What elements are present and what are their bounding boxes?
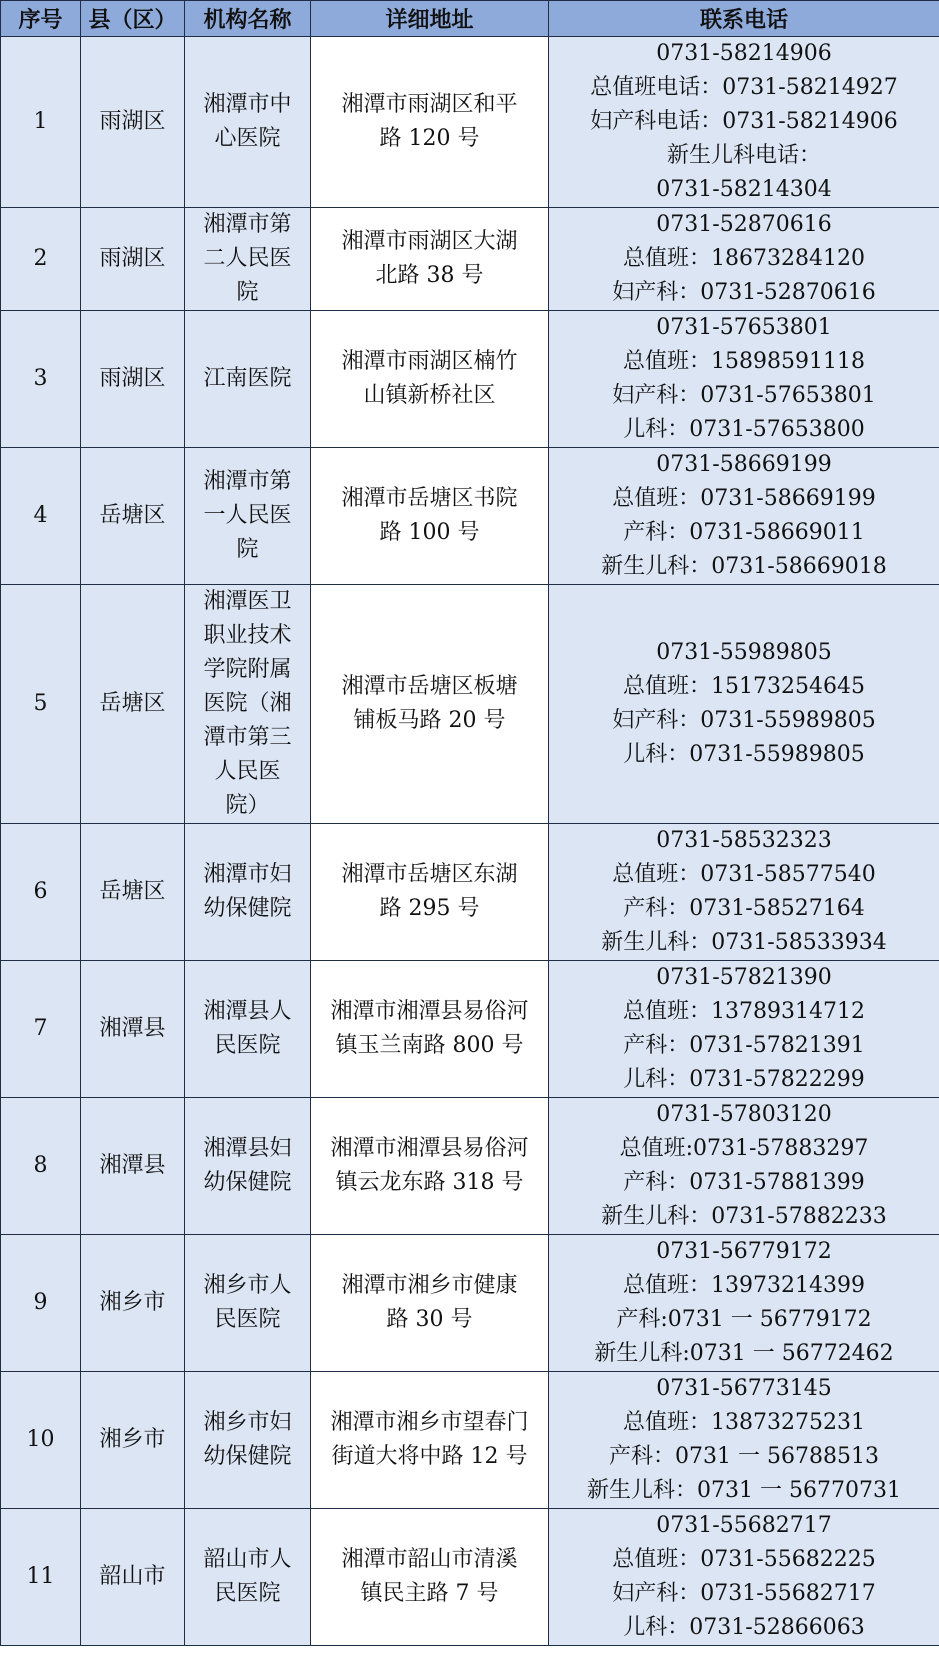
cell-phone [549, 824, 939, 961]
phone-line: 产科：0731-57821391 [623, 1033, 865, 1058]
cell-phone [549, 1098, 939, 1235]
cell-address [311, 824, 549, 961]
table-body [1, 37, 939, 1646]
institution-name-line: 湘潭医卫 [203, 589, 292, 614]
header-phone: 联系电话 [549, 1, 939, 37]
address-line: 湘潭市湘潭县易俗河 [330, 999, 529, 1024]
header-county: 县（区） [81, 1, 185, 37]
phone-line: 0731-58532323 [656, 828, 832, 853]
institution-name-line: 人民医 [214, 759, 281, 784]
cell-institution [185, 824, 311, 961]
phone-line: 0731-57803120 [656, 1102, 832, 1127]
table-row [1, 208, 939, 311]
phone-line: 0731-57821390 [656, 965, 832, 990]
institution-name-line: 院 [236, 280, 259, 305]
cell-address [311, 208, 549, 311]
phone-line: 产科：0731-58527164 [623, 896, 865, 921]
phone-line: 总值班：15173254645 [623, 674, 865, 699]
phone-line: 妇产科：0731-52870616 [612, 280, 876, 305]
table-row [1, 961, 939, 1098]
cell-county: 岳塘区 [81, 824, 185, 961]
phone-line: 0731-58669199 [656, 452, 832, 477]
cell-institution [185, 37, 311, 208]
phone-line: 0731-55682717 [656, 1513, 832, 1538]
institution-name-line: 湘潭市第 [203, 212, 292, 237]
table-row [1, 824, 939, 961]
phone-line: 新生儿科：0731 一 56770731 [587, 1478, 901, 1503]
institution-name-line: 二人民医 [203, 246, 292, 271]
phone-line: 新生儿科电话： [666, 143, 821, 168]
institution-name-line: 韶山市人 [203, 1547, 292, 1572]
institution-name-line: 心医院 [214, 126, 281, 151]
institution-name-line: 湘潭市第 [203, 469, 292, 494]
table-row [1, 585, 939, 824]
phone-line: 儿科：0731-52866063 [623, 1615, 865, 1640]
phone-line: 妇产科：0731-57653801 [612, 383, 876, 408]
cell-number: 11 [1, 1509, 81, 1646]
cell-county: 雨湖区 [81, 208, 185, 311]
cell-county: 雨湖区 [81, 37, 185, 208]
address-line: 铺板马路 20 号 [353, 708, 506, 733]
phone-line: 总值班电话：0731-58214927 [590, 75, 898, 100]
header-row [1, 1, 939, 37]
phone-line: 总值班：0731-58669199 [612, 486, 876, 511]
address-line: 路 295 号 [379, 896, 480, 921]
cell-number: 6 [1, 824, 81, 961]
cell-institution [185, 208, 311, 311]
cell-address [311, 311, 549, 448]
address-line: 镇云龙东路 318 号 [335, 1170, 524, 1195]
institution-name-line: 湘潭县妇 [203, 1136, 292, 1161]
phone-line: 0731-52870616 [656, 212, 832, 237]
phone-line: 新生儿科:0731 一 56772462 [594, 1341, 894, 1366]
cell-address [311, 1372, 549, 1509]
header-number: 序号 [1, 1, 81, 37]
phone-line: 总值班：0731-58577540 [612, 862, 876, 887]
cell-county: 雨湖区 [81, 311, 185, 448]
cell-address [311, 1098, 549, 1235]
phone-line: 妇产科：0731-55989805 [612, 708, 876, 733]
cell-phone [549, 1235, 939, 1372]
institution-name-line: 一人民医 [203, 503, 292, 528]
table-row [1, 1098, 939, 1235]
institution-name-line: 民医院 [214, 1581, 281, 1606]
phone-line: 妇产科：0731-55682717 [612, 1581, 876, 1606]
institution-name-line: 湘潭县人 [203, 999, 292, 1024]
cell-number: 4 [1, 448, 81, 585]
table-row [1, 311, 939, 448]
header-address: 详细地址 [311, 1, 549, 37]
phone-line: 妇产科电话：0731-58214906 [590, 109, 898, 134]
institution-name-line: 职业技术 [203, 623, 292, 648]
cell-address [311, 1509, 549, 1646]
institution-name-line: 幼保健院 [203, 1444, 292, 1469]
phone-line: 产科：0731 一 56788513 [609, 1444, 879, 1469]
institution-name-line: 湘乡市人 [203, 1273, 292, 1298]
phone-line: 新生儿科：0731-57882233 [601, 1204, 887, 1229]
cell-phone [549, 448, 939, 585]
phone-line: 0731-56773145 [656, 1376, 832, 1401]
cell-institution [185, 311, 311, 448]
cell-county: 湘乡市 [81, 1235, 185, 1372]
cell-number: 9 [1, 1235, 81, 1372]
address-line: 路 120 号 [379, 126, 480, 151]
cell-address [311, 37, 549, 208]
institution-name-line: 湘乡市妇 [203, 1410, 292, 1435]
cell-county: 湘潭县 [81, 961, 185, 1098]
institution-name-line: 潭市第三 [203, 725, 292, 750]
table-row [1, 1235, 939, 1372]
institution-name-line: 民医院 [214, 1033, 281, 1058]
header-institution: 机构名称 [185, 1, 311, 37]
address-line: 湘潭市雨湖区和平 [341, 92, 518, 117]
table-row [1, 1372, 939, 1509]
cell-county: 湘乡市 [81, 1372, 185, 1509]
address-line: 湘潭市湘潭县易俗河 [330, 1136, 529, 1161]
cell-county: 韶山市 [81, 1509, 185, 1646]
phone-line: 产科：0731-58669011 [623, 520, 865, 545]
cell-institution [185, 961, 311, 1098]
institution-name-line: 幼保健院 [203, 1170, 292, 1195]
address-line: 路 30 号 [386, 1307, 473, 1332]
phone-line: 儿科：0731-55989805 [623, 742, 865, 767]
cell-phone [549, 37, 939, 208]
table-row [1, 448, 939, 585]
cell-number: 7 [1, 961, 81, 1098]
address-line: 湘潭市雨湖区大湖 [341, 229, 518, 254]
institution-name-line: 院 [236, 537, 259, 562]
cell-address [311, 961, 549, 1098]
address-line: 湘潭市韶山市清溪 [341, 1547, 518, 1572]
cell-number: 5 [1, 585, 81, 824]
cell-institution [185, 1098, 311, 1235]
cell-phone [549, 208, 939, 311]
phone-line: 总值班：13973214399 [623, 1273, 865, 1298]
address-line: 街道大将中路 12 号 [331, 1444, 528, 1469]
address-line: 湘潭市湘乡市健康 [341, 1273, 518, 1298]
institution-name-line: 湘潭市中 [203, 92, 292, 117]
cell-phone [549, 585, 939, 824]
cell-address [311, 585, 549, 824]
cell-phone [549, 1372, 939, 1509]
address-line: 镇民主路 7 号 [360, 1581, 499, 1606]
address-line: 湘潭市岳塘区板塘 [341, 674, 518, 699]
address-line: 湘潭市湘乡市望春门 [330, 1410, 529, 1435]
cell-phone [549, 311, 939, 448]
phone-line: 总值班：0731-55682225 [612, 1547, 876, 1572]
address-line: 湘潭市岳塘区书院 [341, 486, 518, 511]
cell-number: 1 [1, 37, 81, 208]
address-line: 镇玉兰南路 800 号 [335, 1033, 524, 1058]
phone-line: 0731-58214304 [656, 177, 832, 202]
cell-address [311, 1235, 549, 1372]
table-row [1, 37, 939, 208]
cell-institution [185, 1235, 311, 1372]
institution-name-line: 江南医院 [203, 366, 292, 391]
cell-institution [185, 1509, 311, 1646]
institution-name-line: 院） [225, 793, 270, 818]
phone-line: 新生儿科：0731-58533934 [601, 930, 887, 955]
address-line: 湘潭市岳塘区东湖 [341, 862, 518, 887]
cell-institution [185, 1372, 311, 1509]
cell-institution [185, 448, 311, 585]
phone-line: 新生儿科：0731-58669018 [601, 554, 887, 579]
phone-line: 总值班：18673284120 [623, 246, 865, 271]
phone-line: 总值班：13873275231 [623, 1410, 865, 1435]
institution-name-line: 医院（湘 [203, 691, 292, 716]
phone-line: 总值班:0731-57883297 [619, 1136, 869, 1161]
cell-number: 10 [1, 1372, 81, 1509]
cell-county: 岳塘区 [81, 448, 185, 585]
phone-line: 总值班：15898591118 [623, 349, 865, 374]
phone-line: 0731-55989805 [656, 640, 832, 665]
cell-phone [549, 1509, 939, 1646]
cell-institution [185, 585, 311, 824]
address-line: 湘潭市雨湖区楠竹 [341, 349, 518, 374]
cell-number: 2 [1, 208, 81, 311]
phone-line: 产科：0731-57881399 [623, 1170, 865, 1195]
address-line: 路 100 号 [379, 520, 480, 545]
phone-line: 总值班：13789314712 [623, 999, 865, 1024]
phone-line: 产科:0731 一 56779172 [616, 1307, 872, 1332]
cell-number: 8 [1, 1098, 81, 1235]
institution-name-line: 湘潭市妇 [203, 862, 292, 887]
institution-name-line: 学院附属 [203, 657, 292, 682]
phone-line: 0731-56779172 [656, 1239, 832, 1264]
address-line: 北路 38 号 [375, 263, 484, 288]
cell-county: 岳塘区 [81, 585, 185, 824]
phone-line: 0731-58214906 [656, 41, 832, 66]
phone-line: 0731-57653801 [656, 315, 832, 340]
institution-name-line: 民医院 [214, 1307, 281, 1332]
cell-county: 湘潭县 [81, 1098, 185, 1235]
address-line: 山镇新桥社区 [363, 383, 496, 408]
cell-phone [549, 961, 939, 1098]
cell-number: 3 [1, 311, 81, 448]
table-row [1, 1509, 939, 1646]
phone-line: 儿科：0731-57822299 [623, 1067, 865, 1092]
phone-line: 儿科：0731-57653800 [623, 417, 865, 442]
institution-name-line: 幼保健院 [203, 896, 292, 921]
cell-address [311, 448, 549, 585]
